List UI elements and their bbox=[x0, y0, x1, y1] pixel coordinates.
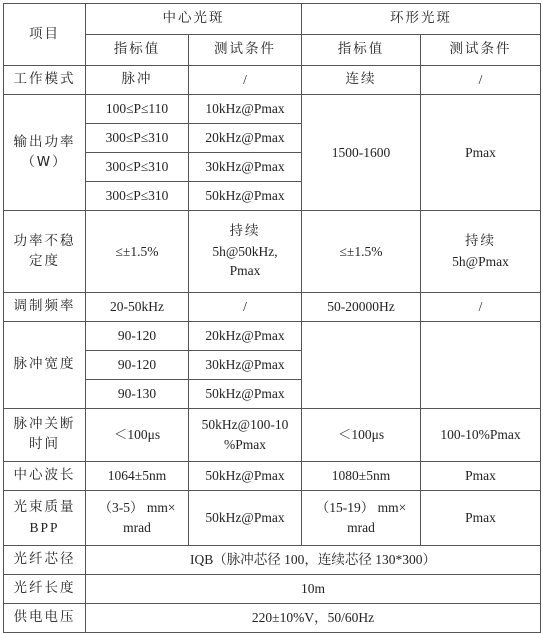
header-ring-indicator: 指标值 bbox=[302, 35, 421, 66]
output-power-label-line1: 输出功率 bbox=[13, 133, 76, 150]
power-instability-center-cond bbox=[189, 211, 302, 293]
pulse-width-ring-cond-empty bbox=[421, 322, 541, 409]
power-instability-center-cond-line3: Pmax bbox=[229, 263, 261, 279]
modulation-frequency-ring-cond: / bbox=[421, 293, 541, 322]
beam-quality-label-line1: 光束质量 bbox=[13, 499, 76, 516]
center-wavelength-center-cond: 50kHz@Pmax bbox=[189, 462, 302, 491]
modulation-frequency-center-cond: / bbox=[189, 293, 302, 322]
output-power-center-value: 100≤P≤110 bbox=[86, 95, 189, 124]
pulse-width-ring-value-empty bbox=[302, 322, 421, 409]
pulse-off-time-label bbox=[4, 409, 86, 462]
pulse-width-center-value: 90-130 bbox=[86, 380, 189, 409]
pulse-off-time-label-line1: 脉冲关断 bbox=[13, 416, 76, 433]
beam-quality-ring-cond: Pmax bbox=[421, 491, 541, 546]
work-mode-center-cond: / bbox=[189, 66, 302, 95]
power-instability-ring-cond-line2: 5h@Pmax bbox=[452, 253, 509, 269]
beam-quality-center-value-line1: （3-5） mm× bbox=[98, 500, 176, 516]
pulse-off-time-label-line2: 时间 bbox=[29, 436, 60, 452]
beam-quality-ring-value-line2: mrad bbox=[347, 520, 375, 535]
beam-quality-center-cond: 50kHz@Pmax bbox=[189, 491, 302, 546]
work-mode-center-value: 脉冲 bbox=[86, 66, 189, 95]
row-work-mode bbox=[4, 66, 541, 95]
row-fiber-core bbox=[4, 546, 541, 575]
work-mode-ring-cond: / bbox=[421, 66, 541, 95]
power-instability-ring-cond-line1: 持续 bbox=[465, 232, 496, 249]
beam-quality-label bbox=[4, 491, 86, 546]
output-power-center-cond: 50kHz@Pmax bbox=[189, 182, 302, 211]
pulse-width-center-value: 90-120 bbox=[86, 322, 189, 351]
row-beam-quality bbox=[4, 491, 541, 546]
header-ring-spot: 环形光斑 bbox=[302, 4, 541, 35]
beam-quality-ring-value bbox=[302, 491, 421, 546]
output-power-ring-value: 1500-1600 bbox=[302, 95, 421, 211]
pulse-off-time-center-value: ＜100μs bbox=[86, 409, 189, 462]
beam-quality-label-line2: BPP bbox=[29, 520, 60, 535]
pulse-width-center-cond: 50kHz@Pmax bbox=[189, 380, 302, 409]
header-row bbox=[4, 4, 541, 35]
power-instability-label bbox=[4, 211, 86, 293]
pulse-width-center-value: 90-120 bbox=[86, 351, 189, 380]
pulse-width-center-cond: 20kHz@Pmax bbox=[189, 322, 302, 351]
modulation-frequency-ring-value: 50-20000Hz bbox=[302, 293, 421, 322]
output-power-center-cond: 10kHz@Pmax bbox=[189, 95, 302, 124]
output-power-center-value: 300≤P≤310 bbox=[86, 153, 189, 182]
output-power-center-value: 300≤P≤310 bbox=[86, 124, 189, 153]
pulse-off-time-ring-cond: 100-10%Pmax bbox=[421, 409, 541, 462]
power-instability-label-line2: 定度 bbox=[29, 252, 60, 269]
row-output-power bbox=[4, 95, 541, 124]
pulse-width-center-cond: 30kHz@Pmax bbox=[189, 351, 302, 380]
modulation-frequency-center-value: 20-50kHz bbox=[86, 293, 189, 322]
output-power-center-cond: 20kHz@Pmax bbox=[189, 124, 302, 153]
pulse-width-label: 脉冲宽度 bbox=[4, 322, 86, 409]
row-center-wavelength bbox=[4, 462, 541, 491]
pulse-off-time-center-cond-line1: 50kHz@100-10 bbox=[201, 417, 289, 433]
row-pulse-width bbox=[4, 322, 541, 351]
row-supply-voltage bbox=[4, 604, 541, 633]
header-center-test-condition: 测试条件 bbox=[189, 35, 302, 66]
row-power-instability bbox=[4, 211, 541, 293]
header-center-indicator: 指标值 bbox=[86, 35, 189, 66]
supply-voltage-label: 供电电压 bbox=[4, 604, 86, 633]
power-instability-center-value: ≤±1.5% bbox=[86, 211, 189, 293]
power-instability-center-cond-line1: 持续 bbox=[229, 223, 261, 240]
power-instability-center-cond-line2: 5h@50kHz, bbox=[212, 243, 278, 259]
work-mode-ring-value: 连续 bbox=[302, 66, 421, 95]
fiber-length-value: 10m bbox=[86, 575, 541, 604]
header-center-spot: 中心光斑 bbox=[86, 4, 302, 35]
power-instability-ring-cond bbox=[421, 211, 541, 293]
output-power-label bbox=[4, 95, 86, 211]
modulation-frequency-label: 调制频率 bbox=[4, 293, 86, 322]
center-wavelength-center-value: 1064±5nm bbox=[86, 462, 189, 491]
fiber-core-value: IQB（脉冲芯径 100，连续芯径 130*300） bbox=[86, 546, 541, 575]
fiber-core-label: 光纤芯径 bbox=[4, 546, 86, 575]
spec-table bbox=[3, 3, 541, 633]
beam-quality-center-value bbox=[86, 491, 189, 546]
output-power-center-cond: 30kHz@Pmax bbox=[189, 153, 302, 182]
header-ring-test-condition: 测试条件 bbox=[421, 35, 541, 66]
work-mode-label: 工作模式 bbox=[4, 66, 86, 95]
output-power-ring-cond: Pmax bbox=[421, 95, 541, 211]
pulse-off-time-center-cond-line2: %Pmax bbox=[224, 437, 266, 452]
row-fiber-length bbox=[4, 575, 541, 604]
row-pulse-off-time bbox=[4, 409, 541, 462]
pulse-off-time-ring-value: ＜100μs bbox=[302, 409, 421, 462]
beam-quality-center-value-line2: mrad bbox=[123, 520, 151, 535]
fiber-length-label: 光纤长度 bbox=[4, 575, 86, 604]
pulse-off-time-center-cond bbox=[189, 409, 302, 462]
supply-voltage-value: 220±10%V，50/60Hz bbox=[86, 604, 541, 633]
row-modulation-frequency bbox=[4, 293, 541, 322]
center-wavelength-ring-cond: Pmax bbox=[421, 462, 541, 491]
center-wavelength-label: 中心波长 bbox=[4, 462, 86, 491]
output-power-label-line2: （W） bbox=[21, 153, 68, 170]
output-power-center-value: 300≤P≤310 bbox=[86, 182, 189, 211]
beam-quality-ring-value-line1: （15-19） mm× bbox=[315, 500, 407, 516]
header-item: 项目 bbox=[4, 4, 86, 66]
power-instability-label-line1: 功率不稳 bbox=[13, 232, 76, 249]
center-wavelength-ring-value: 1080±5nm bbox=[302, 462, 421, 491]
power-instability-ring-value: ≤±1.5% bbox=[302, 211, 421, 293]
